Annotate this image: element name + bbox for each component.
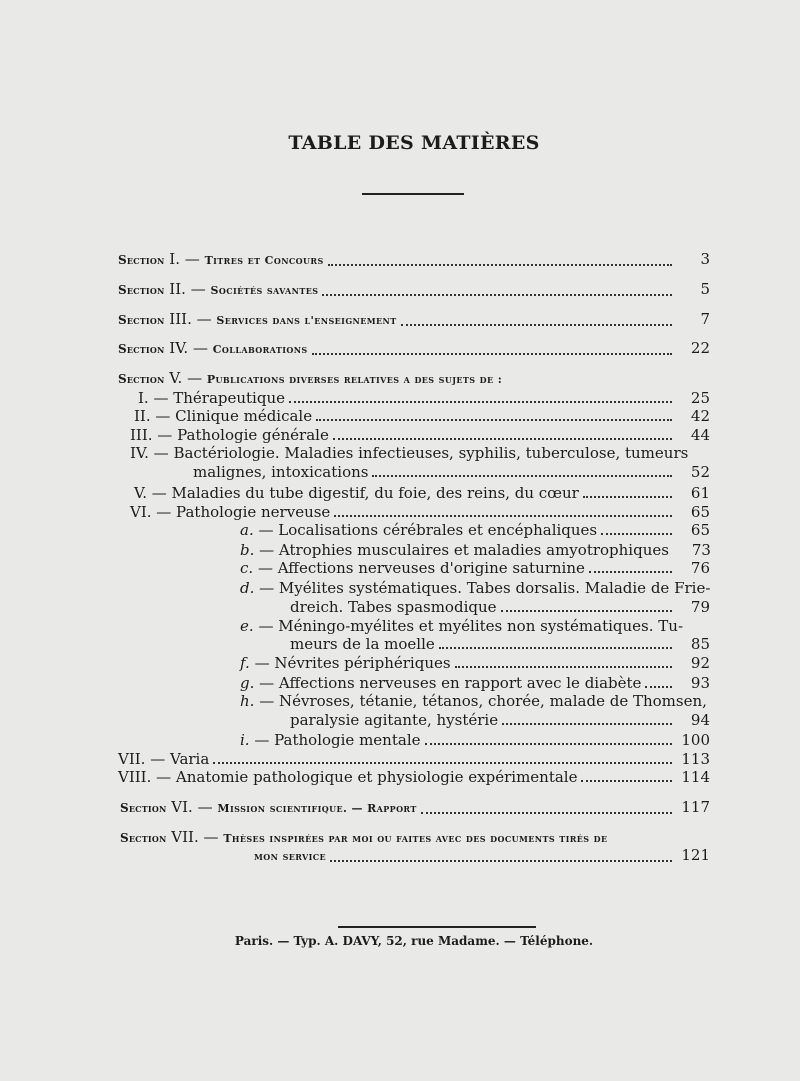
page-number: 5 [700, 280, 710, 298]
toc-section-7-continued: mon service 121 [254, 846, 710, 864]
toc-subitem: e. — Méningo-myélites et myélites non systématiques. Tu- [240, 617, 684, 635]
toc-item: V. — Maladies du tube digestif, du foie, des reins, du cœur 61 [134, 484, 710, 502]
title-rule [362, 193, 464, 195]
toc-item: VI. — Pathologie nerveuse 65 [130, 503, 710, 521]
footer-rule [338, 926, 536, 928]
printer-imprint: Paris. — Typ. A. DAVY, 52, rue Madame. — Téléphone. [234, 934, 594, 948]
toc-item-continued: malignes, intoxications 52 [193, 463, 710, 481]
toc-subitem: g. — Affections nerveuses en rapport avec le diabète 93 [240, 674, 710, 692]
toc-item: VII. — Varia 113 [118, 750, 710, 768]
toc-section-7: Section VII. — Thèses inspirées par moi ou faites avec des documents tirés de [120, 828, 608, 846]
page-number: 3 [700, 250, 710, 268]
toc-section-6: Section VI. — Mission scientifique. — Rapport 117 [120, 798, 710, 816]
toc-subitem-continued: dreich. Tabes spasmodique 79 [290, 598, 710, 616]
toc-subitem-continued: paralysie agitante, hystérie 94 [290, 711, 710, 729]
toc-item: IV. — Bactériologie. Maladies infectieuses, syphilis, tuberculose, tumeurs [130, 444, 689, 462]
toc-item: II. — Clinique médicale 42 [134, 407, 710, 425]
toc-subitem: b. — Atrophies musculaires et maladies amyotrophiques 73 [240, 541, 711, 559]
page-number: 121 [681, 846, 710, 864]
toc-subitem: f. — Névrites périphériques 92 [240, 654, 710, 672]
toc-section-1: Section I. — Titres et Concours 3 [118, 250, 710, 268]
toc-item: VIII. — Anatomie pathologique et physiologie expérimentale 114 [118, 768, 710, 786]
page-title: TABLE DES MATIÈRES [288, 132, 540, 154]
toc-subitem: h. — Névroses, tétanie, tétanos, chorée, malade de Thomsen, [240, 692, 707, 710]
toc-subitem: c. — Affections nerveuses d'origine saturnine 76 [240, 559, 710, 577]
toc-subitem: i. — Pathologie mentale 100 [240, 731, 710, 749]
toc-item: I. — Thérapeutique 25 [138, 389, 710, 407]
toc-section-4: Section IV. — Collaborations 22 [118, 339, 710, 357]
toc-subitem: a. — Localisations cérébrales et encéphaliques 65 [240, 521, 710, 539]
toc-section-2: Section II. — Sociétés savantes 5 [118, 280, 710, 298]
page-number: 117 [681, 798, 710, 816]
toc-section-5: Section V. — Publications diverses relatives a des sujets de : [118, 369, 503, 387]
toc-subitem-continued: meurs de la moelle 85 [290, 635, 710, 653]
toc-item: III. — Pathologie générale 44 [130, 426, 710, 444]
page-number: 22 [690, 339, 710, 357]
toc-subitem: d. — Myélites systématiques. Tabes dorsalis. Maladie de Frie- [240, 579, 711, 597]
page-number: 7 [700, 310, 710, 328]
toc-section-3: Section III. — Services dans l'enseignement 7 [118, 310, 710, 328]
